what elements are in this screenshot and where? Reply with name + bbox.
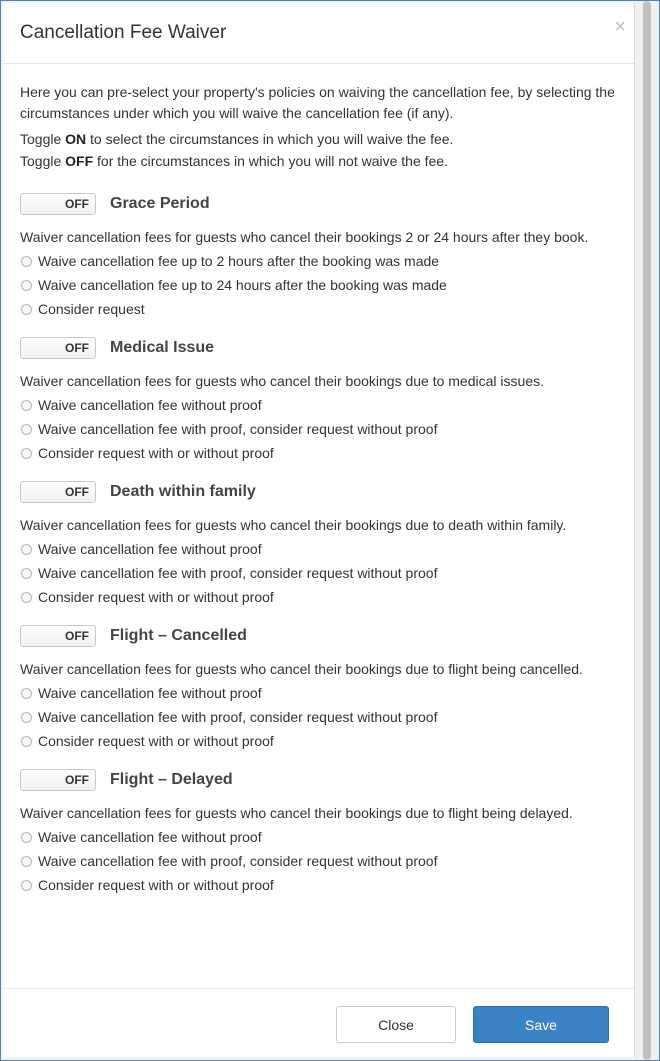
option-row[interactable] [20,273,617,297]
close-button[interactable]: Close [336,1006,456,1043]
save-button[interactable]: Save [473,1006,609,1043]
section-title: Flight – Delayed [110,771,233,788]
dialog-title: Cancellation Fee Waiver [20,22,227,43]
option-label: Consider request with or without proof [38,589,274,605]
radio-button[interactable] [21,880,32,891]
flight-cancelled-toggle[interactable] [20,625,96,647]
option-label: Consider request with or without proof [38,445,274,461]
vertical-scrollbar[interactable] [635,1,659,1060]
radio-button[interactable] [21,448,32,459]
toggle-on-instruction [20,128,617,150]
section-title: Medical Issue [110,339,215,356]
toggle-on-prefix: Toggle [20,131,66,147]
section-description: Waiver cancellation fees for guests who cancel their bookings 2 or 24 hours after they book. [20,229,589,245]
medical-issue-toggle[interactable] [20,337,96,359]
option-label: Waive cancellation fee without proof [38,829,262,845]
close-icon[interactable]: × [614,16,626,38]
section-header [20,191,617,217]
radio-button[interactable] [21,688,32,699]
option-label: Waive cancellation fee with proof, consider request without proof [38,853,438,869]
toggle-on-suffix: to select the circumstances in which you will waive the fee. [86,131,454,147]
toggle-state-label: OFF [65,773,89,787]
radio-button[interactable] [21,280,32,291]
option-row[interactable] [20,585,617,609]
option-row[interactable] [20,297,617,321]
radio-button[interactable] [21,568,32,579]
toggle-off-word: OFF [65,153,94,169]
option-label: Waive cancellation fee without proof [38,685,262,701]
section-title: Death within family [110,483,256,500]
section-header [20,767,617,793]
option-label: Waive cancellation fee up to 24 hours after the booking was made [38,277,447,293]
section-header [20,335,617,361]
section-description: Waiver cancellation fees for guests who cancel their bookings due to flight being delayed. [20,805,573,821]
scrollbar-thumb[interactable] [643,1,651,1060]
section-header [20,479,617,505]
option-row[interactable] [20,849,617,873]
intro-text: Here you can pre-select your property's policies on waiving the cancellation fee, by selecting the circumstances under which you will waive the cancellation fee (if any). [20,84,615,121]
section-flight-cancelled [20,623,617,753]
toggle-state-label: OFF [65,197,89,211]
radio-button[interactable] [21,304,32,315]
toggle-state-label: OFF [65,341,89,355]
death-within-family-toggle[interactable] [20,481,96,503]
toggle-state-label: OFF [65,485,89,499]
option-row[interactable] [20,825,617,849]
section-title: Grace Period [110,195,210,212]
option-row[interactable] [20,729,617,753]
option-row[interactable] [20,873,617,897]
section-grace-period [20,191,617,321]
radio-button[interactable] [21,856,32,867]
dialog-header [3,3,634,64]
option-row[interactable] [20,249,617,273]
toggle-off-instruction [20,150,617,172]
option-row[interactable] [20,561,617,585]
radio-button[interactable] [21,736,32,747]
option-label: Waive cancellation fee with proof, consider request without proof [38,421,438,437]
section-description: Waiver cancellation fees for guests who cancel their bookings due to medical issues. [20,373,544,389]
radio-button[interactable] [21,256,32,267]
option-label: Waive cancellation fee without proof [38,541,262,557]
option-row[interactable] [20,441,617,465]
option-label: Consider request [38,301,145,317]
radio-button[interactable] [21,832,32,843]
radio-button[interactable] [21,424,32,435]
option-label: Waive cancellation fee with proof, consider request without proof [38,709,438,725]
dialog-footer [3,988,634,1057]
radio-button[interactable] [21,400,32,411]
section-death-within-family [20,479,617,609]
option-row[interactable] [20,681,617,705]
section-description: Waiver cancellation fees for guests who cancel their bookings due to flight being cancelled. [20,661,583,677]
section-title: Flight – Cancelled [110,627,247,644]
toggle-off-suffix: for the circumstances in which you will not waive the fee. [93,153,448,169]
option-label: Consider request with or without proof [38,877,274,893]
option-row[interactable] [20,705,617,729]
cancellation-fee-waiver-dialog [3,3,635,1057]
option-row[interactable] [20,537,617,561]
option-label: Waive cancellation fee with proof, consider request without proof [38,565,438,581]
option-label: Waive cancellation fee without proof [38,397,262,413]
section-flight-delayed [20,767,617,897]
toggle-off-prefix: Toggle [20,153,66,169]
toggle-on-word: ON [65,131,87,147]
radio-button[interactable] [21,712,32,723]
flight-delayed-toggle[interactable] [20,769,96,791]
radio-button[interactable] [21,592,32,603]
radio-button[interactable] [21,544,32,555]
option-row[interactable] [20,393,617,417]
section-description: Waiver cancellation fees for guests who cancel their bookings due to death within family. [20,517,567,533]
option-label: Waive cancellation fee up to 2 hours after the booking was made [38,253,440,269]
section-medical-issue [20,335,617,465]
section-header [20,623,617,649]
dialog-body [3,64,634,897]
grace-period-toggle[interactable] [20,193,96,215]
toggle-state-label: OFF [65,629,89,643]
option-row[interactable] [20,417,617,441]
option-label: Consider request with or without proof [38,733,274,749]
